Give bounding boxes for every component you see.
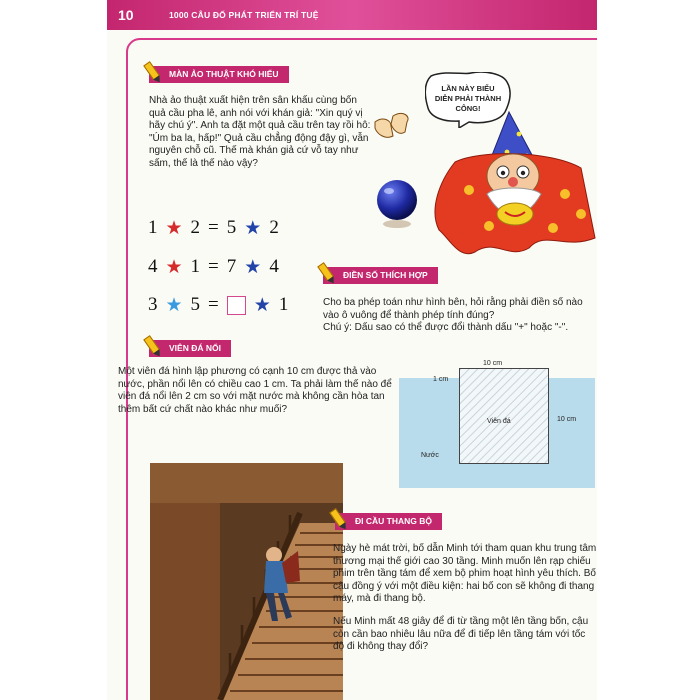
- section-title-text: ĐIỀN SỐ THÍCH HỢP: [343, 270, 428, 280]
- star-icon: ★: [165, 217, 183, 239]
- stairs-text: Ngày hè mát trời, bố dẫn Minh tới tham quan khu trung tâm thương mại thế giới cao 30 tầng. Minh muốn lên rạp chiếu phim trên tầng tám để xem bộ phim hoạt hình yêu thích. Bố cậu đồng ý với một điều kiện: hai bố con sẽ không đi thang máy, mà đi thang bộ.: [333, 543, 597, 604]
- crystal-ball-image: [371, 176, 423, 230]
- operand: 4: [148, 256, 158, 277]
- equals-sign: =: [208, 217, 219, 238]
- section-title-text: VIÊN ĐÁ NỔI: [169, 343, 221, 353]
- top-dimension-label: 10 cm: [483, 360, 503, 367]
- book-title: 1000 CÂU ĐỐ PHÁT TRIỂN TRÍ TUỆ: [169, 10, 319, 20]
- equation-row-3: [148, 294, 288, 316]
- star-icon: ★: [165, 256, 183, 278]
- section-title-floating-stone: [149, 340, 231, 357]
- answer-box: [227, 296, 246, 315]
- operand: 1: [148, 217, 158, 238]
- page-number: 10: [118, 7, 134, 23]
- operand: 7: [226, 256, 237, 277]
- section-title-magic: [149, 66, 289, 83]
- operand: 5: [190, 294, 201, 315]
- magic-text: Nhà ảo thuật xuất hiện trên sân khấu cùng bốn quả cầu pha lê, anh nói với khán giả: "Xin quý vị hãy chú ý". Anh ta đặt một quả cầu trên tay rồi hô: "Úm ba la, hấp!" Quả cầu chẳng động đậy gì, vẫn nguyên chỗ cũ. Thế mà khán giả cứ vỗ tay như sấm, thế là thế nào vậy?: [149, 95, 371, 169]
- staircase-illustration: [150, 463, 343, 700]
- operand: 3: [148, 294, 158, 315]
- page-header: [107, 0, 597, 30]
- stairs-text-2: Nếu Minh mất 48 giây để đi từ tầng một lên tầng bốn, cậu còn cần bao nhiêu lâu nữa để đi tiếp lên tầng tám với tốc độ đi không thay đổi?: [333, 616, 589, 652]
- equals-sign: =: [208, 294, 219, 315]
- star-icon: ★: [244, 256, 262, 278]
- star-icon: ★: [253, 294, 271, 316]
- operand: 5: [226, 217, 237, 238]
- floating-stone-text: Một viên đá hình lập phương có cạnh 10 cm được thả vào nước, phần nổi lên có chiều cao 1 cm. Ta phải làm thế nào để viên đá nổi lên 2 cm so với mặt nước mà không cần hòa tan thêm bất cứ chất nào khác như muối?: [118, 366, 392, 415]
- left-dimension-label: 1 cm: [433, 376, 449, 383]
- operand: 1: [278, 294, 289, 315]
- stone-label: Viên đá: [487, 418, 511, 425]
- section-title-stairs: [335, 513, 442, 530]
- fill-number-note: Chú ý: Dấu sao có thể được đổi thành dấu "+" hoặc "-".: [323, 322, 569, 333]
- section-title-text: ĐI CẦU THANG BỘ: [355, 516, 432, 526]
- right-dimension-label: 10 cm: [557, 416, 577, 423]
- fill-number-text: Cho ba phép toán như hình bên, hỏi rằng phải điền số nào vào ô vuông để thành phép tính đúng?: [323, 297, 583, 321]
- operand: 1: [190, 256, 201, 277]
- book-page: [107, 0, 597, 700]
- floating-stone-diagram: [399, 354, 595, 490]
- operand: 4: [269, 256, 279, 277]
- star-icon: ★: [244, 217, 262, 239]
- water-label: Nước: [421, 452, 439, 459]
- section-title-fill-number: [323, 267, 438, 284]
- speech-bubble-text: LẦN NÀY BIỂU DIỄN PHẢI THÀNH CÔNG!: [434, 84, 502, 113]
- equation-row-2: [148, 256, 279, 278]
- operand: 2: [190, 217, 201, 238]
- star-icon: ★: [165, 294, 183, 316]
- operand: 2: [269, 217, 279, 238]
- stone-cube: [459, 368, 549, 464]
- equals-sign: =: [208, 256, 219, 277]
- equation-row-1: [148, 217, 279, 239]
- stone-hatch-pattern: [460, 369, 548, 463]
- section-title-text: MÀN ẢO THUẬT KHÓ HIỂU: [169, 69, 279, 79]
